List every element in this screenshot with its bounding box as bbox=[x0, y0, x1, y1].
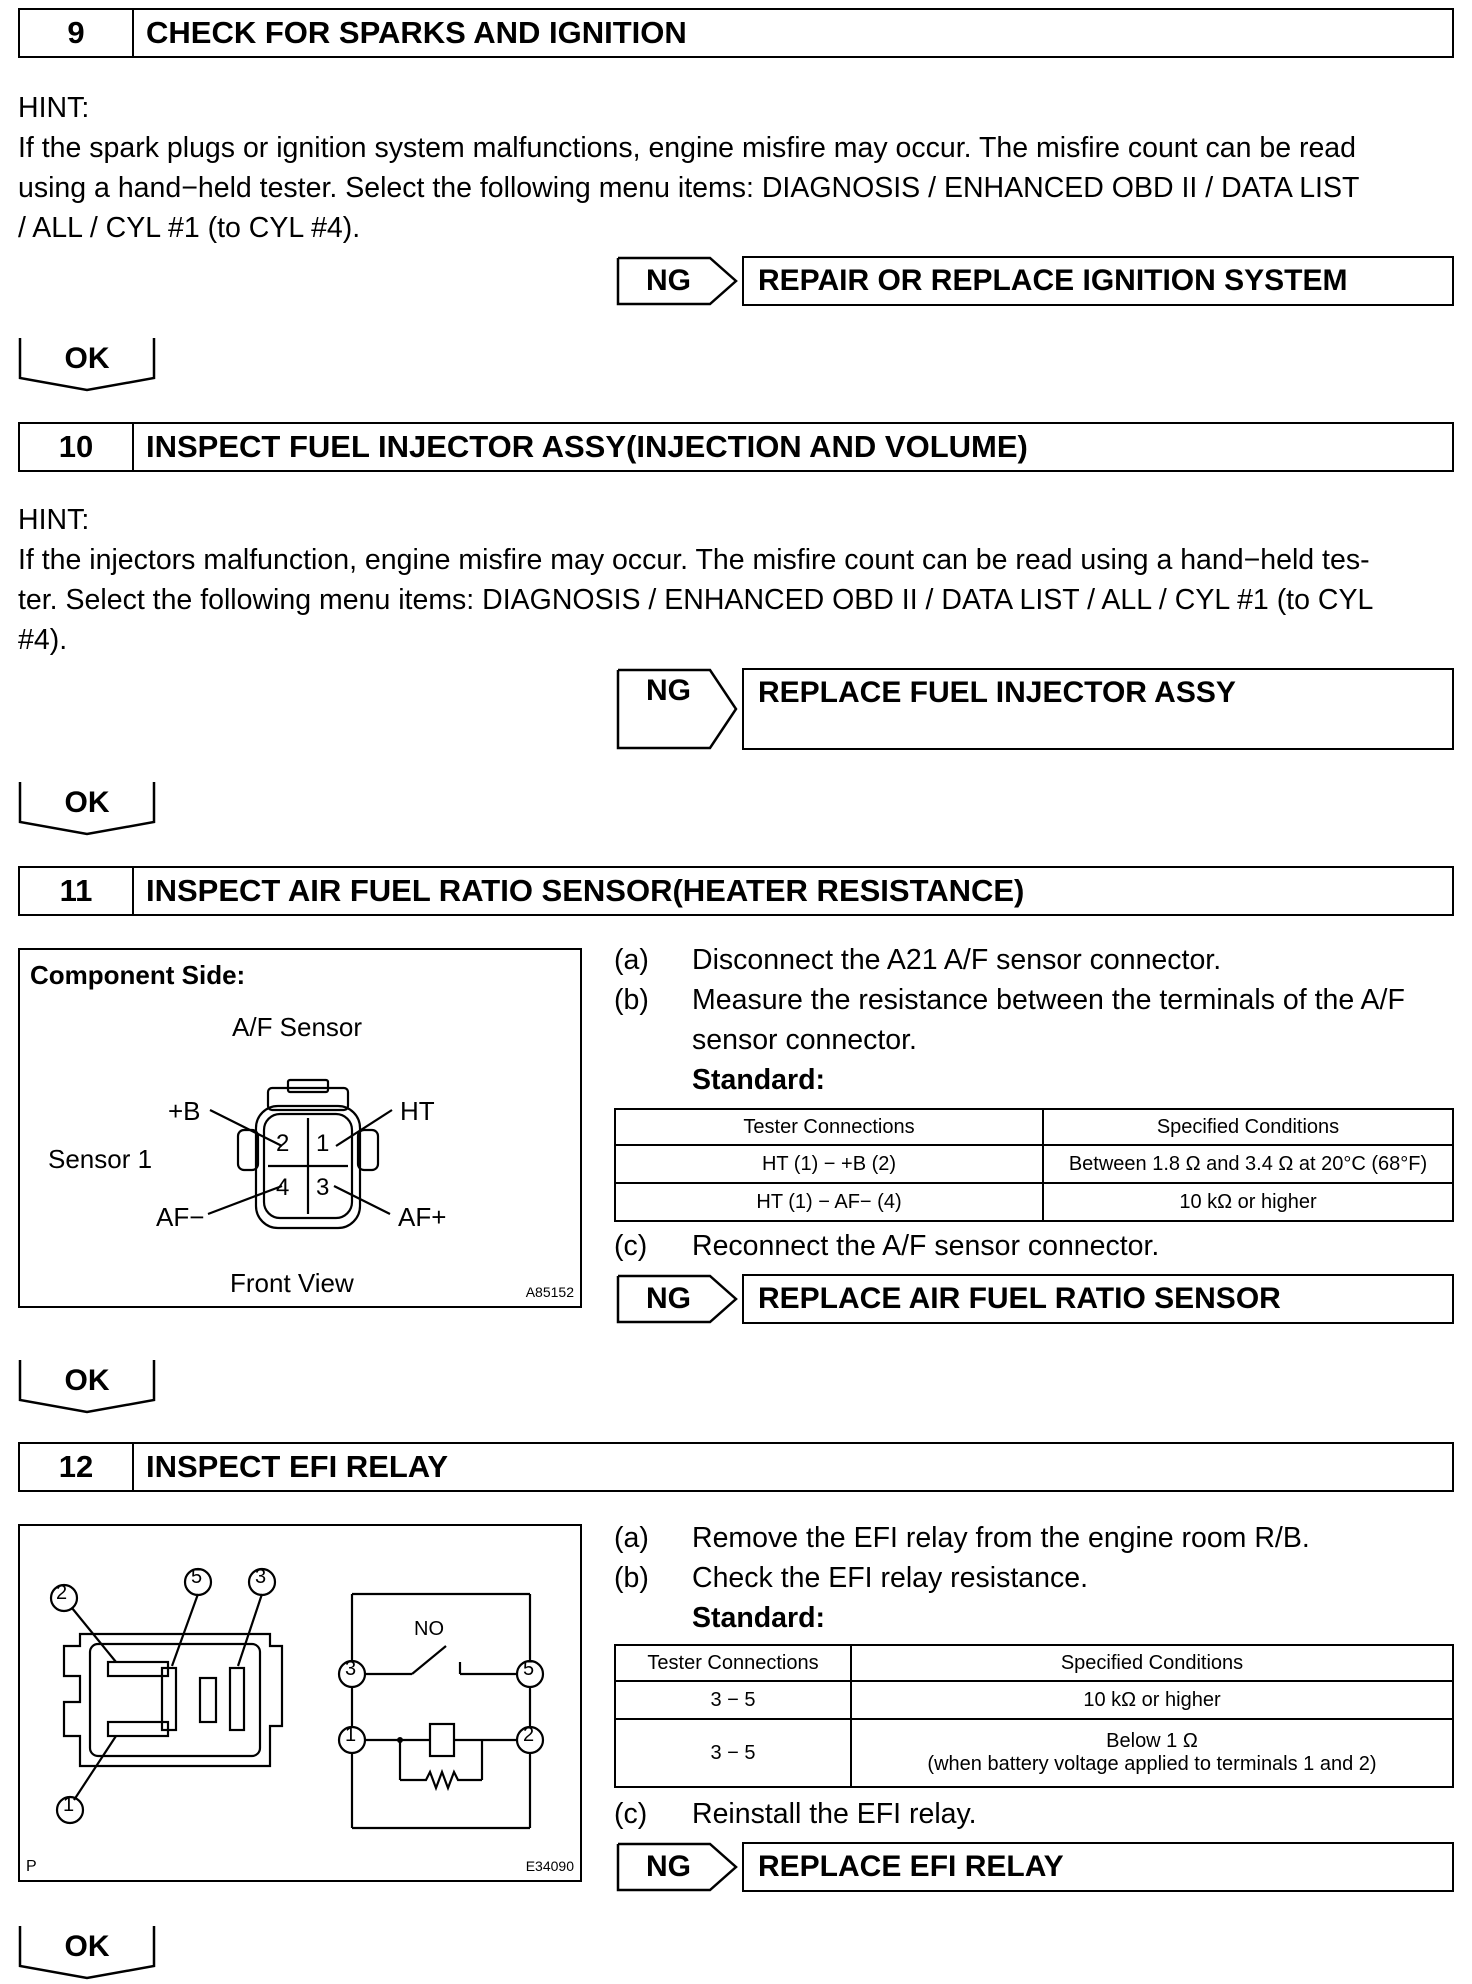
pin-number: 2 bbox=[276, 1130, 290, 1157]
instruction-text: Disconnect the A21 A/F sensor connector. bbox=[692, 944, 1222, 976]
pin-label-plus-b: +B bbox=[168, 1096, 201, 1126]
standard-label: Standard: bbox=[692, 1064, 826, 1096]
table-cell: HT (1) − +B (2) bbox=[615, 1145, 1043, 1183]
table-row bbox=[615, 1681, 1453, 1719]
ng-arrow bbox=[616, 256, 740, 306]
table-header-row bbox=[615, 1109, 1453, 1145]
spec-table bbox=[614, 1108, 1454, 1222]
table-row bbox=[615, 1719, 1453, 1787]
ng-label: NG bbox=[646, 1850, 691, 1883]
pin-number: 2 bbox=[56, 1582, 68, 1604]
step-11-instructions bbox=[614, 940, 1464, 1070]
no-label: NO bbox=[414, 1618, 444, 1640]
step-title: INSPECT AIR FUEL RATIO SENSOR(HEATER RESISTANCE) bbox=[146, 873, 1025, 908]
pin-number: 1 bbox=[63, 1794, 75, 1816]
af-sensor-figure bbox=[18, 948, 582, 1308]
instruction-text: Reinstall the EFI relay. bbox=[692, 1798, 977, 1830]
table-cell-line: (when battery voltage applied to terminals 1 and 2) bbox=[927, 1753, 1377, 1775]
standard-label: Standard: bbox=[692, 1602, 826, 1634]
instruction-label: (c) bbox=[614, 1230, 648, 1262]
step-10-header bbox=[18, 422, 1454, 472]
instruction-text: sensor connector. bbox=[692, 1024, 917, 1056]
step-number: 10 bbox=[20, 424, 134, 470]
instruction-text: Remove the EFI relay from the engine room R/B. bbox=[692, 1522, 1310, 1554]
ng-label: NG bbox=[646, 264, 691, 297]
pin-label-af-plus: AF+ bbox=[398, 1202, 447, 1232]
table-cell: 10 kΩ or higher bbox=[851, 1681, 1453, 1719]
hint-line: If the injectors malfunction, engine misfire may occur. The misfire count can be read using a hand−held tes- bbox=[18, 544, 1370, 576]
pin-number: 3 bbox=[316, 1174, 330, 1201]
table-header-row bbox=[615, 1645, 1453, 1681]
figure-code: E34090 bbox=[525, 1858, 574, 1874]
instruction-label: (c) bbox=[614, 1798, 648, 1830]
ng-action-box: REPLACE EFI RELAY bbox=[742, 1842, 1454, 1892]
ok-label: OK bbox=[64, 786, 110, 819]
hint-line: #4). bbox=[18, 624, 68, 656]
instruction-label: (b) bbox=[614, 1562, 649, 1594]
table-header: Tester Connections bbox=[615, 1109, 1043, 1145]
figure-code: A85152 bbox=[525, 1284, 574, 1300]
ng-action-box: REPLACE FUEL INJECTOR ASSY bbox=[742, 668, 1454, 750]
instruction-label: (a) bbox=[614, 1522, 649, 1554]
ng-arrow bbox=[616, 1274, 740, 1324]
step-number: 11 bbox=[20, 868, 134, 914]
instruction-text: Check the EFI relay resistance. bbox=[692, 1562, 1088, 1594]
efi-relay-figure bbox=[18, 1524, 582, 1882]
step-12-instructions bbox=[614, 1518, 1464, 1598]
step-number: 9 bbox=[20, 10, 134, 56]
table-header: Tester Connections bbox=[615, 1645, 851, 1681]
instruction-text: Reconnect the A/F sensor connector. bbox=[692, 1230, 1160, 1262]
ok-indicator bbox=[18, 780, 156, 836]
relay-drawing bbox=[20, 1526, 580, 1880]
pin-number: 5 bbox=[191, 1566, 203, 1588]
ng-arrow bbox=[616, 1842, 740, 1892]
step-9-hint bbox=[18, 88, 1458, 248]
pin-label-ht: HT bbox=[400, 1096, 435, 1126]
circuit-pin: 5 bbox=[523, 1658, 535, 1680]
hint-line: ter. Select the following menu items: DIAGNOSIS / ENHANCED OBD II / DATA LIST / ALL / CYL #1 (to CYL bbox=[18, 584, 1374, 616]
instruction-label: (b) bbox=[614, 984, 649, 1016]
step-12-header bbox=[18, 1442, 1454, 1492]
ok-indicator bbox=[18, 1358, 156, 1414]
ok-label: OK bbox=[64, 1364, 110, 1397]
hint-line: If the spark plugs or ignition system malfunctions, engine misfire may occur. The misfire count can be read bbox=[18, 132, 1357, 164]
pin-number: 4 bbox=[276, 1174, 290, 1201]
step-9-header bbox=[18, 8, 1454, 58]
view-label: Front View bbox=[230, 1268, 354, 1298]
step-title: INSPECT EFI RELAY bbox=[146, 1449, 449, 1484]
table-cell: 3 − 5 bbox=[615, 1719, 851, 1787]
circuit-pin: 3 bbox=[345, 1658, 357, 1680]
table-cell: 10 kΩ or higher bbox=[1043, 1183, 1453, 1221]
table-cell-line: Below 1 Ω bbox=[1106, 1730, 1198, 1752]
instruction-text: Measure the resistance between the terminals of the A/F bbox=[692, 984, 1405, 1016]
step-11-after bbox=[614, 1226, 1464, 1266]
table-cell: HT (1) − AF− (4) bbox=[615, 1183, 1043, 1221]
step-12-after bbox=[614, 1794, 1464, 1834]
pin-label-af-minus: AF− bbox=[156, 1202, 205, 1232]
spec-table bbox=[614, 1644, 1454, 1788]
step-number: 12 bbox=[20, 1444, 134, 1490]
instruction-label: (a) bbox=[614, 944, 649, 976]
table-header: Specified Conditions bbox=[1043, 1109, 1453, 1145]
ok-indicator bbox=[18, 1924, 156, 1980]
figure-corner: P bbox=[26, 1858, 37, 1875]
ok-label: OK bbox=[64, 1930, 110, 1963]
table-cell: 3 − 5 bbox=[615, 1681, 851, 1719]
figure-heading: Component Side: bbox=[30, 960, 246, 990]
ng-action-box: REPLACE AIR FUEL RATIO SENSOR bbox=[742, 1274, 1454, 1324]
circuit-pin: 2 bbox=[523, 1724, 535, 1746]
table-row bbox=[615, 1183, 1453, 1221]
pin-number: 1 bbox=[316, 1130, 330, 1157]
ok-indicator bbox=[18, 336, 156, 392]
table-row bbox=[615, 1145, 1453, 1183]
hint-line: / ALL / CYL #1 (to CYL #4). bbox=[18, 212, 361, 244]
ng-label: NG bbox=[646, 674, 691, 707]
circuit-pin: 1 bbox=[345, 1724, 357, 1746]
step-title: INSPECT FUEL INJECTOR ASSY(INJECTION AND VOLUME) bbox=[146, 429, 1028, 464]
table-cell: Between 1.8 Ω and 3.4 Ω at 20°C (68°F) bbox=[1043, 1145, 1453, 1183]
connector-drawing bbox=[20, 950, 580, 1306]
ng-arrow bbox=[616, 668, 740, 750]
hint-line: using a hand−held tester. Select the following menu items: DIAGNOSIS / ENHANCED OBD II / DATA LIST bbox=[18, 172, 1360, 204]
ok-label: OK bbox=[64, 342, 110, 375]
ng-action-box: REPAIR OR REPLACE IGNITION SYSTEM bbox=[742, 256, 1454, 306]
step-11-header bbox=[18, 866, 1454, 916]
ng-label: NG bbox=[646, 1282, 691, 1315]
hint-label: HINT: bbox=[18, 92, 90, 124]
table-cell bbox=[851, 1719, 1453, 1787]
table-header: Specified Conditions bbox=[851, 1645, 1453, 1681]
step-title: CHECK FOR SPARKS AND IGNITION bbox=[146, 15, 687, 50]
hint-label: HINT: bbox=[18, 504, 90, 536]
pin-number: 3 bbox=[255, 1566, 267, 1588]
figure-caption: A/F Sensor bbox=[232, 1012, 363, 1042]
sensor-label: Sensor 1 bbox=[48, 1144, 153, 1174]
step-10-hint bbox=[18, 500, 1458, 660]
